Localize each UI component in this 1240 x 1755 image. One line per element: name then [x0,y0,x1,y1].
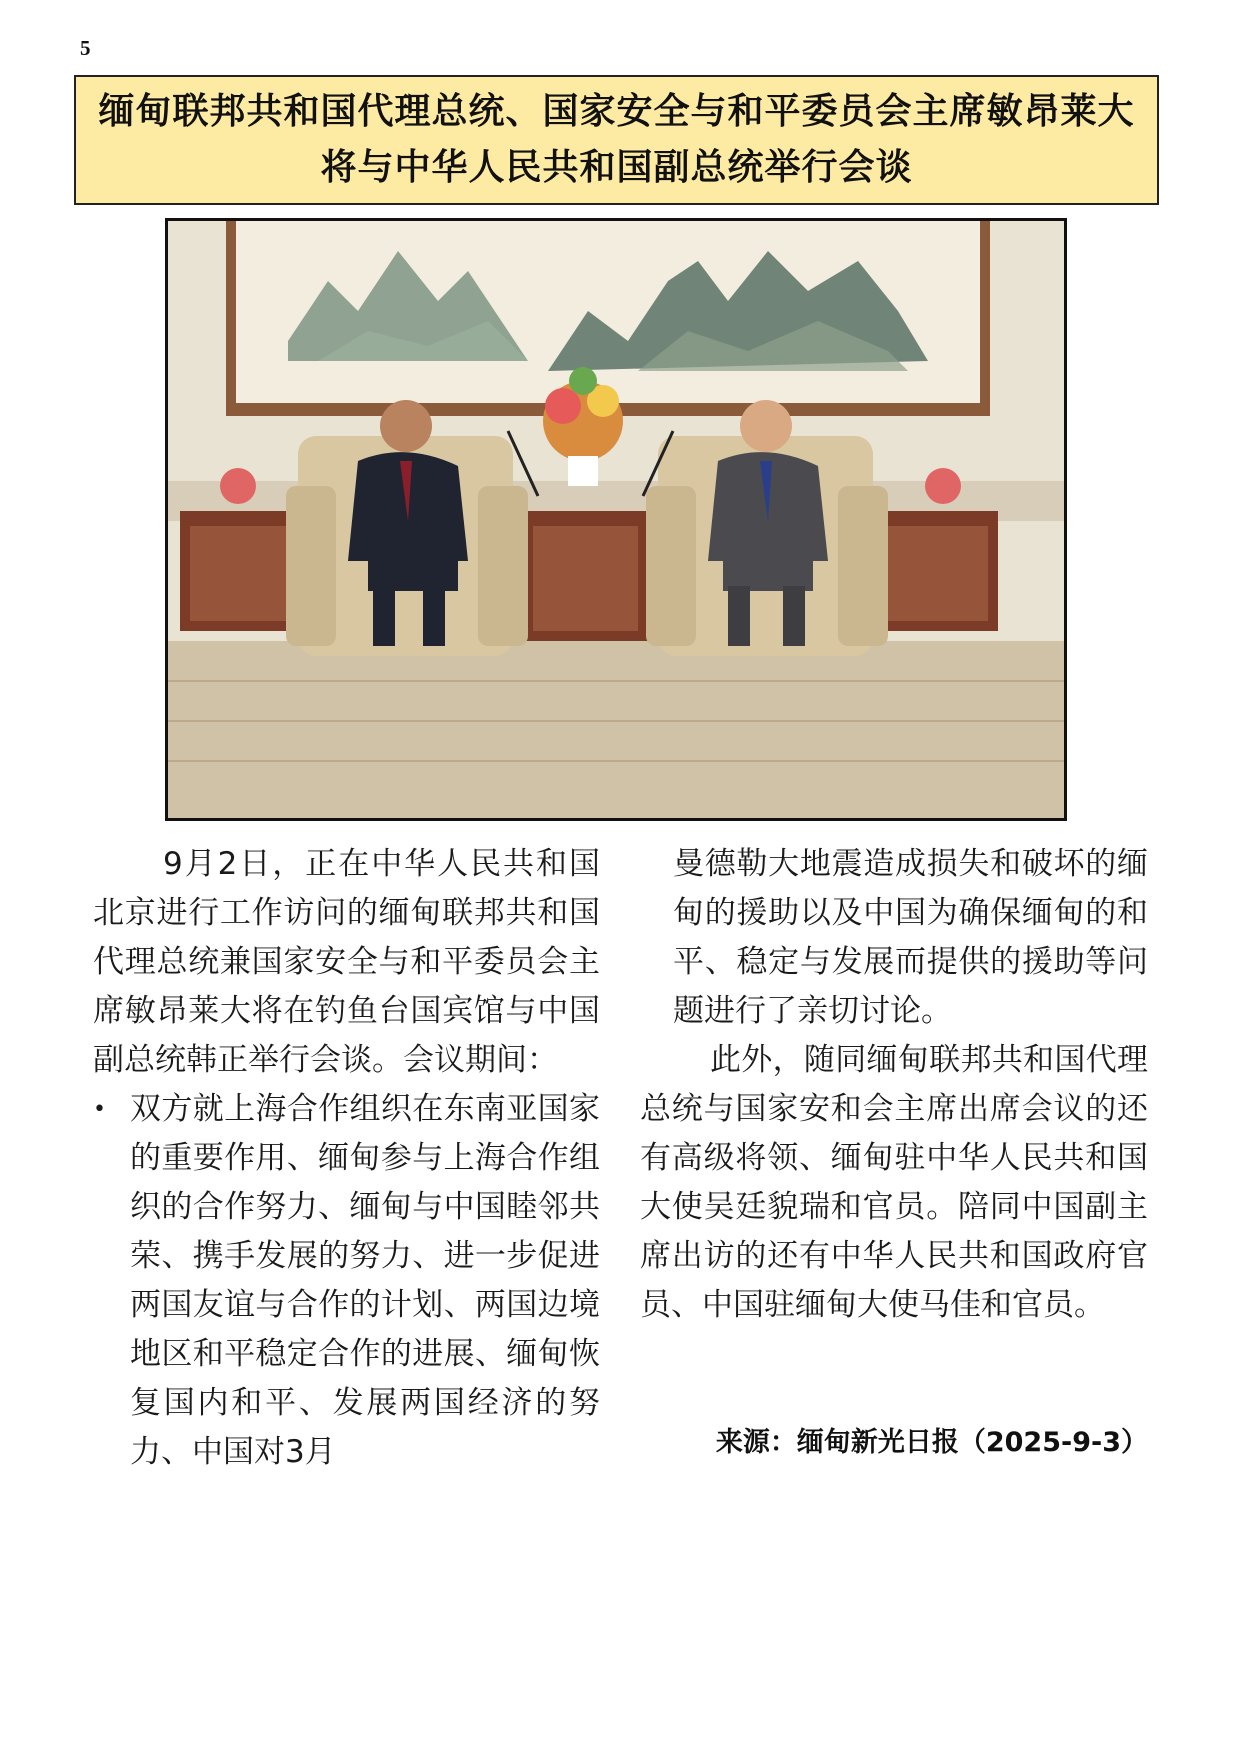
source-credit: 来源：缅甸新光日报（2025-9-3） [715,1427,1148,1458]
page-title: 缅甸联邦共和国代理总统、国家安全与和平委员会主席敏昂莱大将与中华人民共和国副总统举行会谈 [98,91,1135,188]
page-number: 5 [80,36,91,60]
article-left-column [93,840,600,1477]
article-right-column [640,840,1148,1330]
article-closing: 此外，随同缅甸联邦共和国代理总统与国家安和会主席出席会议的还有高级将领、缅甸驻中华人民共和国大使吴廷貌瑞和官员。陪同中国副主席出访的还有中华人民共和国政府官员、中国驻缅甸大使马佳和官员。 [640,1042,1148,1323]
title-banner [74,75,1159,205]
bullet-text-part2: 曼德勒大地震造成损失和破坏的缅甸的援助以及中国为确保缅甸的和平、稳定与发展而提供的援助等问题进行了亲切讨论。 [673,846,1148,1029]
bullet-text-part1: 双方就上海合作组织在东南亚国家的重要作用、缅甸参与上海合作组织的合作努力、缅甸与中国睦邻共荣、携手发展的努力、进一步促进两国友谊与合作的计划、两国边境地区和平稳定合作的进展、缅甸恢复国内和平、发展两国经济的努力、中国对3月 [130,1091,600,1470]
meeting-photo-image [168,221,1064,818]
meeting-photo [165,218,1067,821]
bullet-icon: • [93,1097,106,1122]
article-intro: 9月2日，正在中华人民共和国北京进行工作访问的缅甸联邦共和国代理总统兼国家安全与和平委员会主席敏昂莱大将在钓鱼台国宾馆与中国副总统韩正举行会谈。会议期间： [93,846,600,1078]
bullet-item [93,1085,600,1477]
